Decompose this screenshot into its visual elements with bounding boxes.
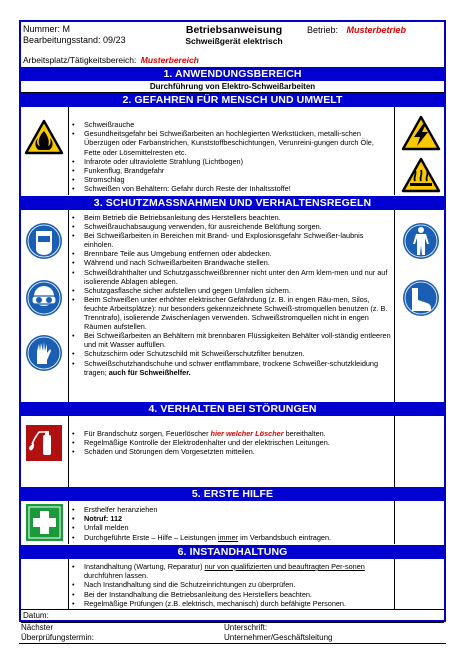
divider	[68, 416, 69, 487]
first-aid-list	[70, 505, 392, 542]
list-item: • Bei der Instandhaltung die Betriebsanleitung des Herstellers beachten.	[70, 590, 392, 599]
divider	[68, 559, 69, 609]
first-aid-icon	[26, 504, 63, 541]
list-item: • Ersthelfer heranziehen	[70, 505, 392, 514]
operating-instruction-sheet	[19, 20, 446, 622]
divider	[68, 210, 69, 402]
list-item: • Funkenflug, Brandgefahr	[70, 166, 392, 175]
next-review-label: Nächster	[21, 623, 54, 632]
list-item: • Durchgeführte Erste – Hilfe – Leistungen immer im Verbandsbuch eintragen.	[70, 533, 392, 542]
safety-boots-icon	[402, 279, 440, 317]
divider	[394, 416, 395, 487]
electric-warning-icon	[401, 115, 441, 151]
divider	[394, 501, 395, 544]
hot-surface-warning-icon	[401, 157, 441, 193]
section-2-title: 2. GEFAHREN FÜR MENSCH UND UMWELT	[21, 93, 444, 107]
divider	[21, 609, 444, 610]
gloves-icon	[25, 334, 63, 372]
list-item: • Beim Schweißen unter erhöhter elektrischer Gefährdung (z. B. in engen Räu-men, Silos, feuchte Arbeitsplätze): nur besonders gekennzeichnete Schweiß-stromquellen benutzen (z. B. Trenntrafo), isolierende Zwischenlagen verwenden. Schweißstromquellen nicht in engen Räumen aufstellen.	[70, 295, 392, 331]
maintenance-list-clip	[70, 562, 394, 609]
list-item: • Infrarote oder ultraviolette Strahlung (Lichtbogen)	[70, 157, 392, 166]
list-item: • Bei Schweißarbeiten an Behältern mit brennbaren Flüssigkeiten Behälter voll-ständig entleeren und mit Wasser auffüllen.	[70, 331, 392, 349]
list-item: • Gesundheitsgefahr bei Schweißarbeiten an hochlegierten Werkstücken, metalli-schen Überzügen oder Farbanstrichen, Kunststoffbeschichtungen, Verunreini-gungen durch Öle, Fette oder Lösemittelresten etc.	[70, 129, 392, 157]
workplace-value: Musterbereich	[140, 55, 199, 65]
section-3-title: 3. SCHUTZMASSNAHMEN UND VERHALTENSREGELN	[21, 196, 444, 210]
footer-signature-block	[19, 622, 446, 648]
list-item: • Schweißschutzhandschuhe und schwer entflammbare, trockene Schweißer-schutzkleidung tragen; auch für Schweißhelfer.	[70, 359, 392, 377]
revision-date: Bearbeitungsstand: 09/23	[23, 35, 126, 45]
list-item: • Bei Schweißarbeiten in Bereichen mit Brand- und Explosionsgefahr Schweißer-laubnis einholen.	[70, 231, 392, 249]
scope-text: Durchführung von Elektro-Schweißarbeiten	[149, 82, 316, 91]
list-item: • Schweißen von Behältern: Gefahr durch Reste der Inhaltsstoffe!	[70, 184, 392, 193]
list-item: • Schutzgasflasche sicher aufstellen und gegen Umfallen sichern.	[70, 286, 392, 295]
list-item: • Schweißdrahthalter und Schutzgasschweißbrenner nicht unter den Arm klem-men und nur auf isolierende Ablagen ablegen.	[70, 268, 392, 286]
company-value: Musterbetrieb	[346, 25, 407, 35]
date-field: Datum:	[23, 611, 49, 620]
workplace-row	[21, 54, 444, 66]
list-item: • Schutzschirm oder Schutzschild mit Schweißerschutzfilter benutzen.	[70, 349, 392, 358]
signature-label: Unterschrift:	[224, 623, 268, 632]
protective-clothing-icon	[402, 222, 440, 260]
list-item: • Regelmäßige Kontrolle der Elektrodenhalter und der elektrischen Leitungen.	[70, 438, 392, 447]
list-item: • Nach Instandhaltung sind die Schutzeinrichtungen zu überprüfen.	[70, 580, 392, 589]
divider	[68, 501, 69, 544]
list-item: • Beim Betrieb die Betriebsanleitung des Herstellers beachten.	[70, 213, 392, 222]
fire-extinguisher-icon	[25, 424, 63, 462]
document-title: Betriebsanweisung	[185, 24, 283, 36]
hazards-list	[70, 120, 392, 194]
flammable-warning-icon	[24, 119, 64, 155]
malfunction-list	[70, 429, 392, 457]
list-item: • Während und nach Schweißarbeiten Brandwache stellen.	[70, 258, 392, 267]
list-item: • Stromschlag	[70, 175, 392, 184]
divider	[394, 107, 395, 195]
maintenance-list	[70, 562, 392, 608]
list-item: • Regelmäßige Prüfungen (z.B. elektrisch, mechanisch) durch befähigte Personen.	[70, 599, 392, 608]
face-shield-icon	[25, 222, 63, 260]
divider	[394, 559, 395, 609]
section-4-title: 4. VERHALTEN BEI STÖRUNGEN	[21, 402, 444, 416]
protective-measures-list	[70, 213, 392, 377]
divider	[394, 210, 395, 402]
list-item: • Schäden und Störungen dem Vorgesetzten mitteilen.	[70, 447, 392, 456]
list-item: • Unfall melden	[70, 523, 392, 532]
goggles-icon	[25, 279, 63, 317]
list-item: • Notruf: 112	[70, 514, 392, 523]
review-date-label: Überprüfungstermin:	[21, 633, 94, 642]
divider	[68, 107, 69, 195]
list-item: • Für Brandschutz sorgen, Feuerlöscher hier welcher Löscher bereithalten.	[70, 429, 392, 438]
header	[21, 22, 444, 54]
section-5-title: 5. ERSTE HILFE	[21, 487, 444, 501]
company-field	[307, 25, 406, 35]
document-subtitle: Schweißgerät elektrisch	[185, 36, 283, 46]
management-label: Unternehmer/Geschäftsleitung	[224, 633, 333, 642]
workplace-field	[23, 55, 199, 65]
company-label: Betrieb:	[307, 25, 339, 35]
list-item: • Schweißrauche	[70, 120, 392, 129]
list-item: • Instandhaltung (Wartung, Reparatur) nur von qualifizierten und beauftragten Per-sonen durchführen lassen.	[70, 562, 392, 580]
section-6-title: 6. INSTANDHALTUNG	[21, 545, 444, 559]
list-item: • Brennbare Teile aus Umgebung entfernen oder abdecken.	[70, 249, 392, 258]
divider	[19, 643, 446, 644]
list-item: • Schweißrauchabsaugung verwenden, für ausreichende Belüftung sorgen.	[70, 222, 392, 231]
section-1-title: 1. ANWENDUNGSBEREICH	[21, 67, 444, 81]
document-number: Nummer: M	[23, 24, 70, 34]
workplace-label: Arbeitsplatz/Tätigkeitsbereich:	[23, 55, 137, 65]
